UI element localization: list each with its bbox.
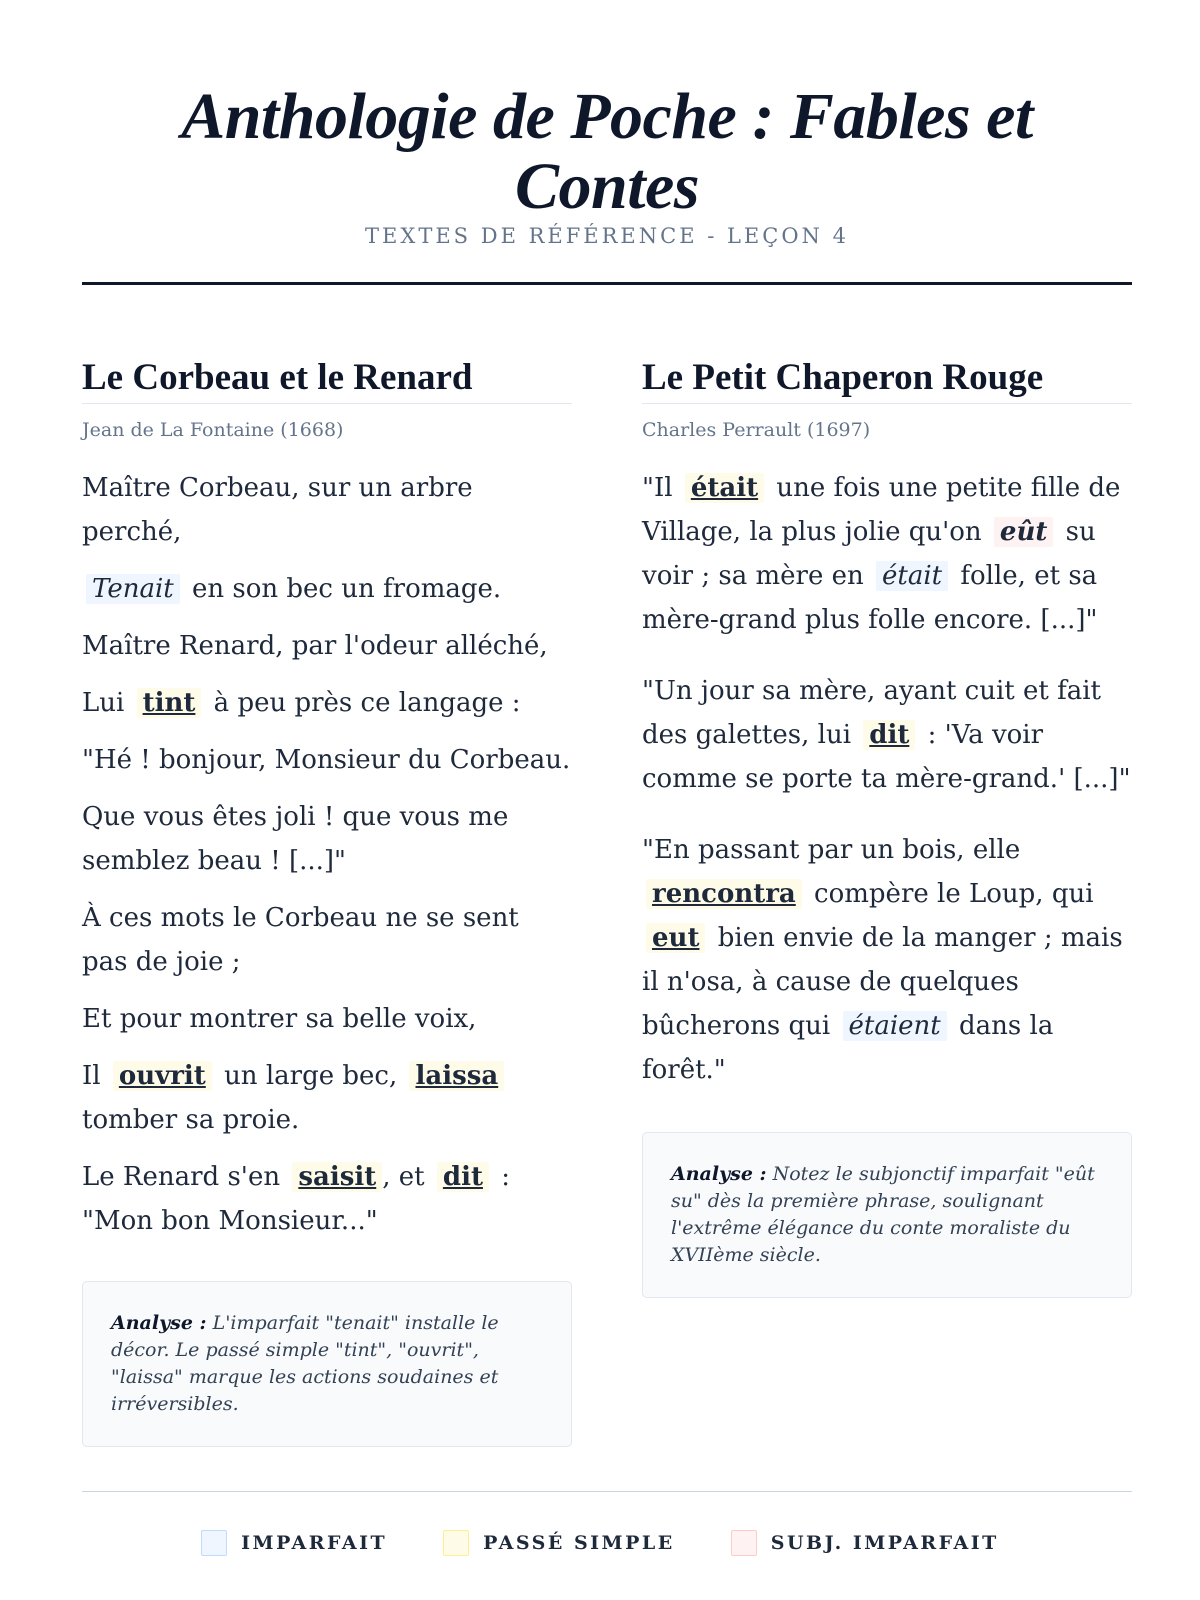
page-subtitle: TEXTES DE RÉFÉRENCE - LEÇON 4 xyxy=(365,224,849,248)
fable-author: Jean de La Fontaine (1668) xyxy=(82,419,344,441)
prose-paragraph: "Un jour sa mère, ayant cuit et fait des galettes, lui dit : 'Va voir comme se porte ta mère-grand.' [...]" xyxy=(642,676,1131,794)
passe-simple-verb: rencontra xyxy=(646,879,802,909)
legend-item-imparfait xyxy=(201,1530,387,1556)
legend-item-passe-simple xyxy=(443,1530,675,1556)
analysis-label: Analyse : xyxy=(671,1163,767,1185)
verse-line: Maître Renard, par l'odeur alléché, xyxy=(82,631,548,661)
fable-title: Le Corbeau et le Renard xyxy=(82,355,572,404)
verse-line: Le Renard s'en saisit , et dit : "Mon bon Monsieur..." xyxy=(82,1162,510,1236)
tale-title: Le Petit Chaperon Rouge xyxy=(642,355,1132,404)
passe-simple-verb: dit xyxy=(437,1162,489,1192)
legend-item-subj-imparfait xyxy=(731,1530,999,1556)
passe-simple-verb: saisit xyxy=(292,1162,382,1192)
legend-label: IMPARFAIT xyxy=(241,1532,388,1554)
header-divider xyxy=(82,282,1132,285)
passe-simple-verb: était xyxy=(685,473,764,503)
imparfait-verb: était xyxy=(876,561,948,591)
analysis-text: Notez le subjonctif imparfait "eût su" dès la première phrase, soulignant l'extrême élégance du conte moraliste du XVIIème siècle. xyxy=(671,1163,1095,1266)
legend-swatch xyxy=(201,1530,227,1556)
verse-line: Et pour montrer sa belle voix, xyxy=(82,1004,477,1034)
analysis-text: L'imparfait "tenait" installe le décor. Le passé simple "tint", "ouvrit", "laissa" marque les actions soudaines et irréversibles. xyxy=(111,1312,499,1415)
passe-simple-verb: ouvrit xyxy=(113,1061,212,1091)
verse-line: Que vous êtes joli ! que vous me semblez beau ! [...]" xyxy=(82,802,509,876)
verse-line: Maître Corbeau, sur un arbre perché, xyxy=(82,473,473,547)
legend-swatch xyxy=(731,1530,757,1556)
tale-column xyxy=(642,355,1132,1298)
legend xyxy=(0,1530,1200,1556)
analysis-box xyxy=(82,1281,572,1447)
passe-simple-verb: dit xyxy=(863,720,915,750)
passe-simple-verb: tint xyxy=(137,688,202,718)
imparfait-verb: Tenait xyxy=(86,574,180,604)
imparfait-verb: étaient xyxy=(843,1011,947,1041)
analysis-box xyxy=(642,1132,1132,1298)
verse-line: Lui tint à peu près ce langage : xyxy=(82,688,521,718)
prose-paragraph: "En passant par un bois, elle rencontra compère le Loup, qui eut bien envie de la manger ; mais il n'osa, à cause de quelques bûcherons qui étaient dans la forêt." xyxy=(642,835,1123,1085)
tale-text xyxy=(642,466,1132,1092)
passe-simple-verb: eut xyxy=(646,923,705,953)
verse-line: À ces mots le Corbeau ne se sent pas de joie ; xyxy=(82,903,519,977)
legend-swatch xyxy=(443,1530,469,1556)
legend-label: SUBJ. IMPARFAIT xyxy=(770,1532,999,1554)
legend-label: PASSÉ SIMPLE xyxy=(483,1532,675,1554)
verse-line: "Hé ! bonjour, Monsieur du Corbeau. xyxy=(82,745,571,775)
verse-line: Il ouvrit un large bec, laissa tomber sa proie. xyxy=(82,1054,572,1142)
tale-author: Charles Perrault (1697) xyxy=(642,419,871,441)
fable-column xyxy=(82,355,572,1447)
page-title: Anthologie de Poche : Fables et Contes xyxy=(181,80,1033,223)
fable-text xyxy=(82,466,572,1243)
footer-divider xyxy=(82,1491,1132,1492)
analysis-label: Analyse : xyxy=(111,1312,207,1334)
prose-paragraph: "Il était une fois une petite fille de Village, la plus jolie qu'on eût su voir ; sa mère en était folle, et sa mère-grand plus folle encore. [...]" xyxy=(642,473,1121,635)
verse-line: Tenait en son bec un fromage. xyxy=(82,567,572,611)
subjonctif-verb: eût xyxy=(994,517,1053,547)
passe-simple-verb: laissa xyxy=(409,1061,504,1091)
